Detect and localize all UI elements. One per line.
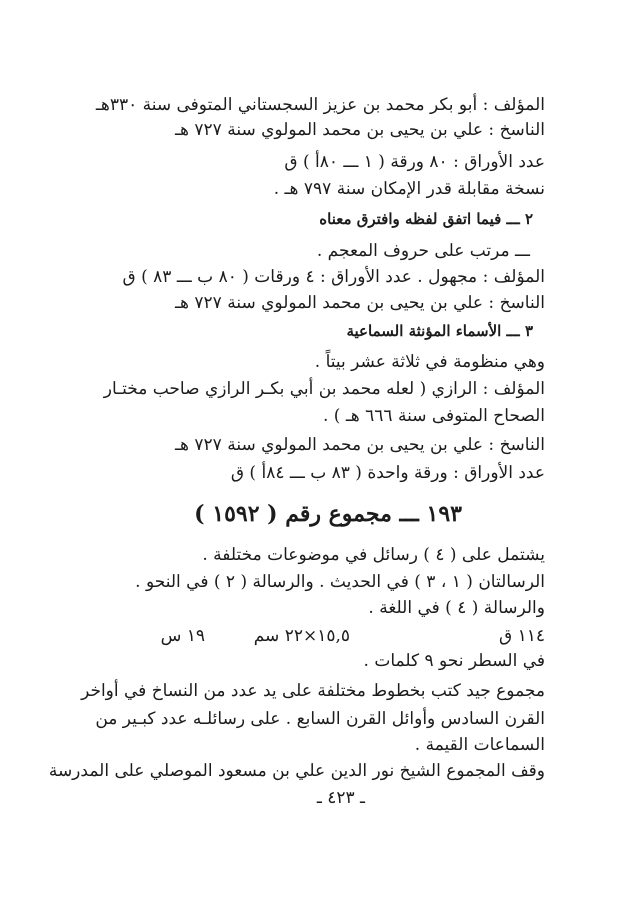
treatise-4-line: والرسالة ( ٤ ) في اللغة . xyxy=(368,598,545,618)
author-line: المؤلف : الرازي ( لعله محمد بن أبي بكـر الرازي صاحب مختـار xyxy=(103,379,545,399)
copyist-line: الناسخ : علي بن يحيى بن محمد المولوي سنة ٧٢٧ هـ xyxy=(175,120,545,140)
contents-line: يشتمل على ( ٤ ) رسائل في موضوعات مختلفة . xyxy=(202,545,545,565)
leaves-count: ١١٤ ق xyxy=(499,626,545,646)
description-line-2: القرن السادس وأوائل القرن السابع . على رسائلـه عدد كبـير من xyxy=(95,709,545,729)
poem-line: وهي منظومة في ثلاثة عشر بيتاً . xyxy=(314,352,545,372)
section-3-title: ٣ ـــ الأسماء المؤنثة السماعية xyxy=(346,322,533,340)
page-number: ـ ٤٢٣ ـ xyxy=(316,788,365,808)
size-measure: ١٥,٥×٢٢ سم xyxy=(253,626,350,646)
author-leaves-line: المؤلف : مجهول . عدد الأوراق : ٤ ورقات ( ٨٠ ب ـــ ٨٣ ) ق xyxy=(122,267,545,287)
copyist-line: الناسخ : علي بن يحيى بن محمد المولوي سنة ٧٢٧ هـ xyxy=(175,293,545,313)
description-line-1: مجموع جيد كتب بخطوط مختلفة على يد عدد من النساخ في أواخر xyxy=(81,681,545,701)
author-line-cont: الصحاح المتوفى سنة ٦٦٦ هـ ) . xyxy=(322,406,545,426)
description-line-3: السماعات القيمة . xyxy=(414,735,545,755)
collation-line: نسخة مقابلة قدر الإمكان سنة ٧٩٧ هـ . xyxy=(273,179,545,199)
arrangement-line: ـــ مرتب على حروف المعجم . xyxy=(316,241,530,261)
collection-title: ١٩٣ ـــ مجموع رقم ( ١٥٩٢ ) xyxy=(194,501,462,527)
author-line: المؤلف : أبو بكر محمد بن عزيز السجستاني المتوفى سنة ٣٣٠هـ xyxy=(95,95,545,115)
section-2-title: ٢ ـــ فيما اتفق لفظه وافترق معناه xyxy=(319,210,533,228)
lines-per-page: ١٩ س xyxy=(160,626,205,646)
copyist-line: الناسخ : علي بن يحيى بن محمد المولوي سنة ٧٢٧ هـ xyxy=(175,435,545,455)
treatises-line: الرسالتان ( ١ ، ٣ ) في الحديث . والرسالة ( ٢ ) في النحو . xyxy=(135,572,545,592)
endowment-line: وقف المجموع الشيخ نور الدين علي بن مسعود الموصلي على المدرسة xyxy=(48,761,545,781)
leaves-line: عدد الأوراق : ٨٠ ورقة ( ١ ـــ ٨٠أ ) ق xyxy=(284,152,545,172)
words-per-line: في السطر نحو ٩ كلمات . xyxy=(363,651,545,671)
leaves-line: عدد الأوراق : ورقة واحدة ( ٨٣ ب ـــ ٨٤أ ) ق xyxy=(230,463,545,483)
